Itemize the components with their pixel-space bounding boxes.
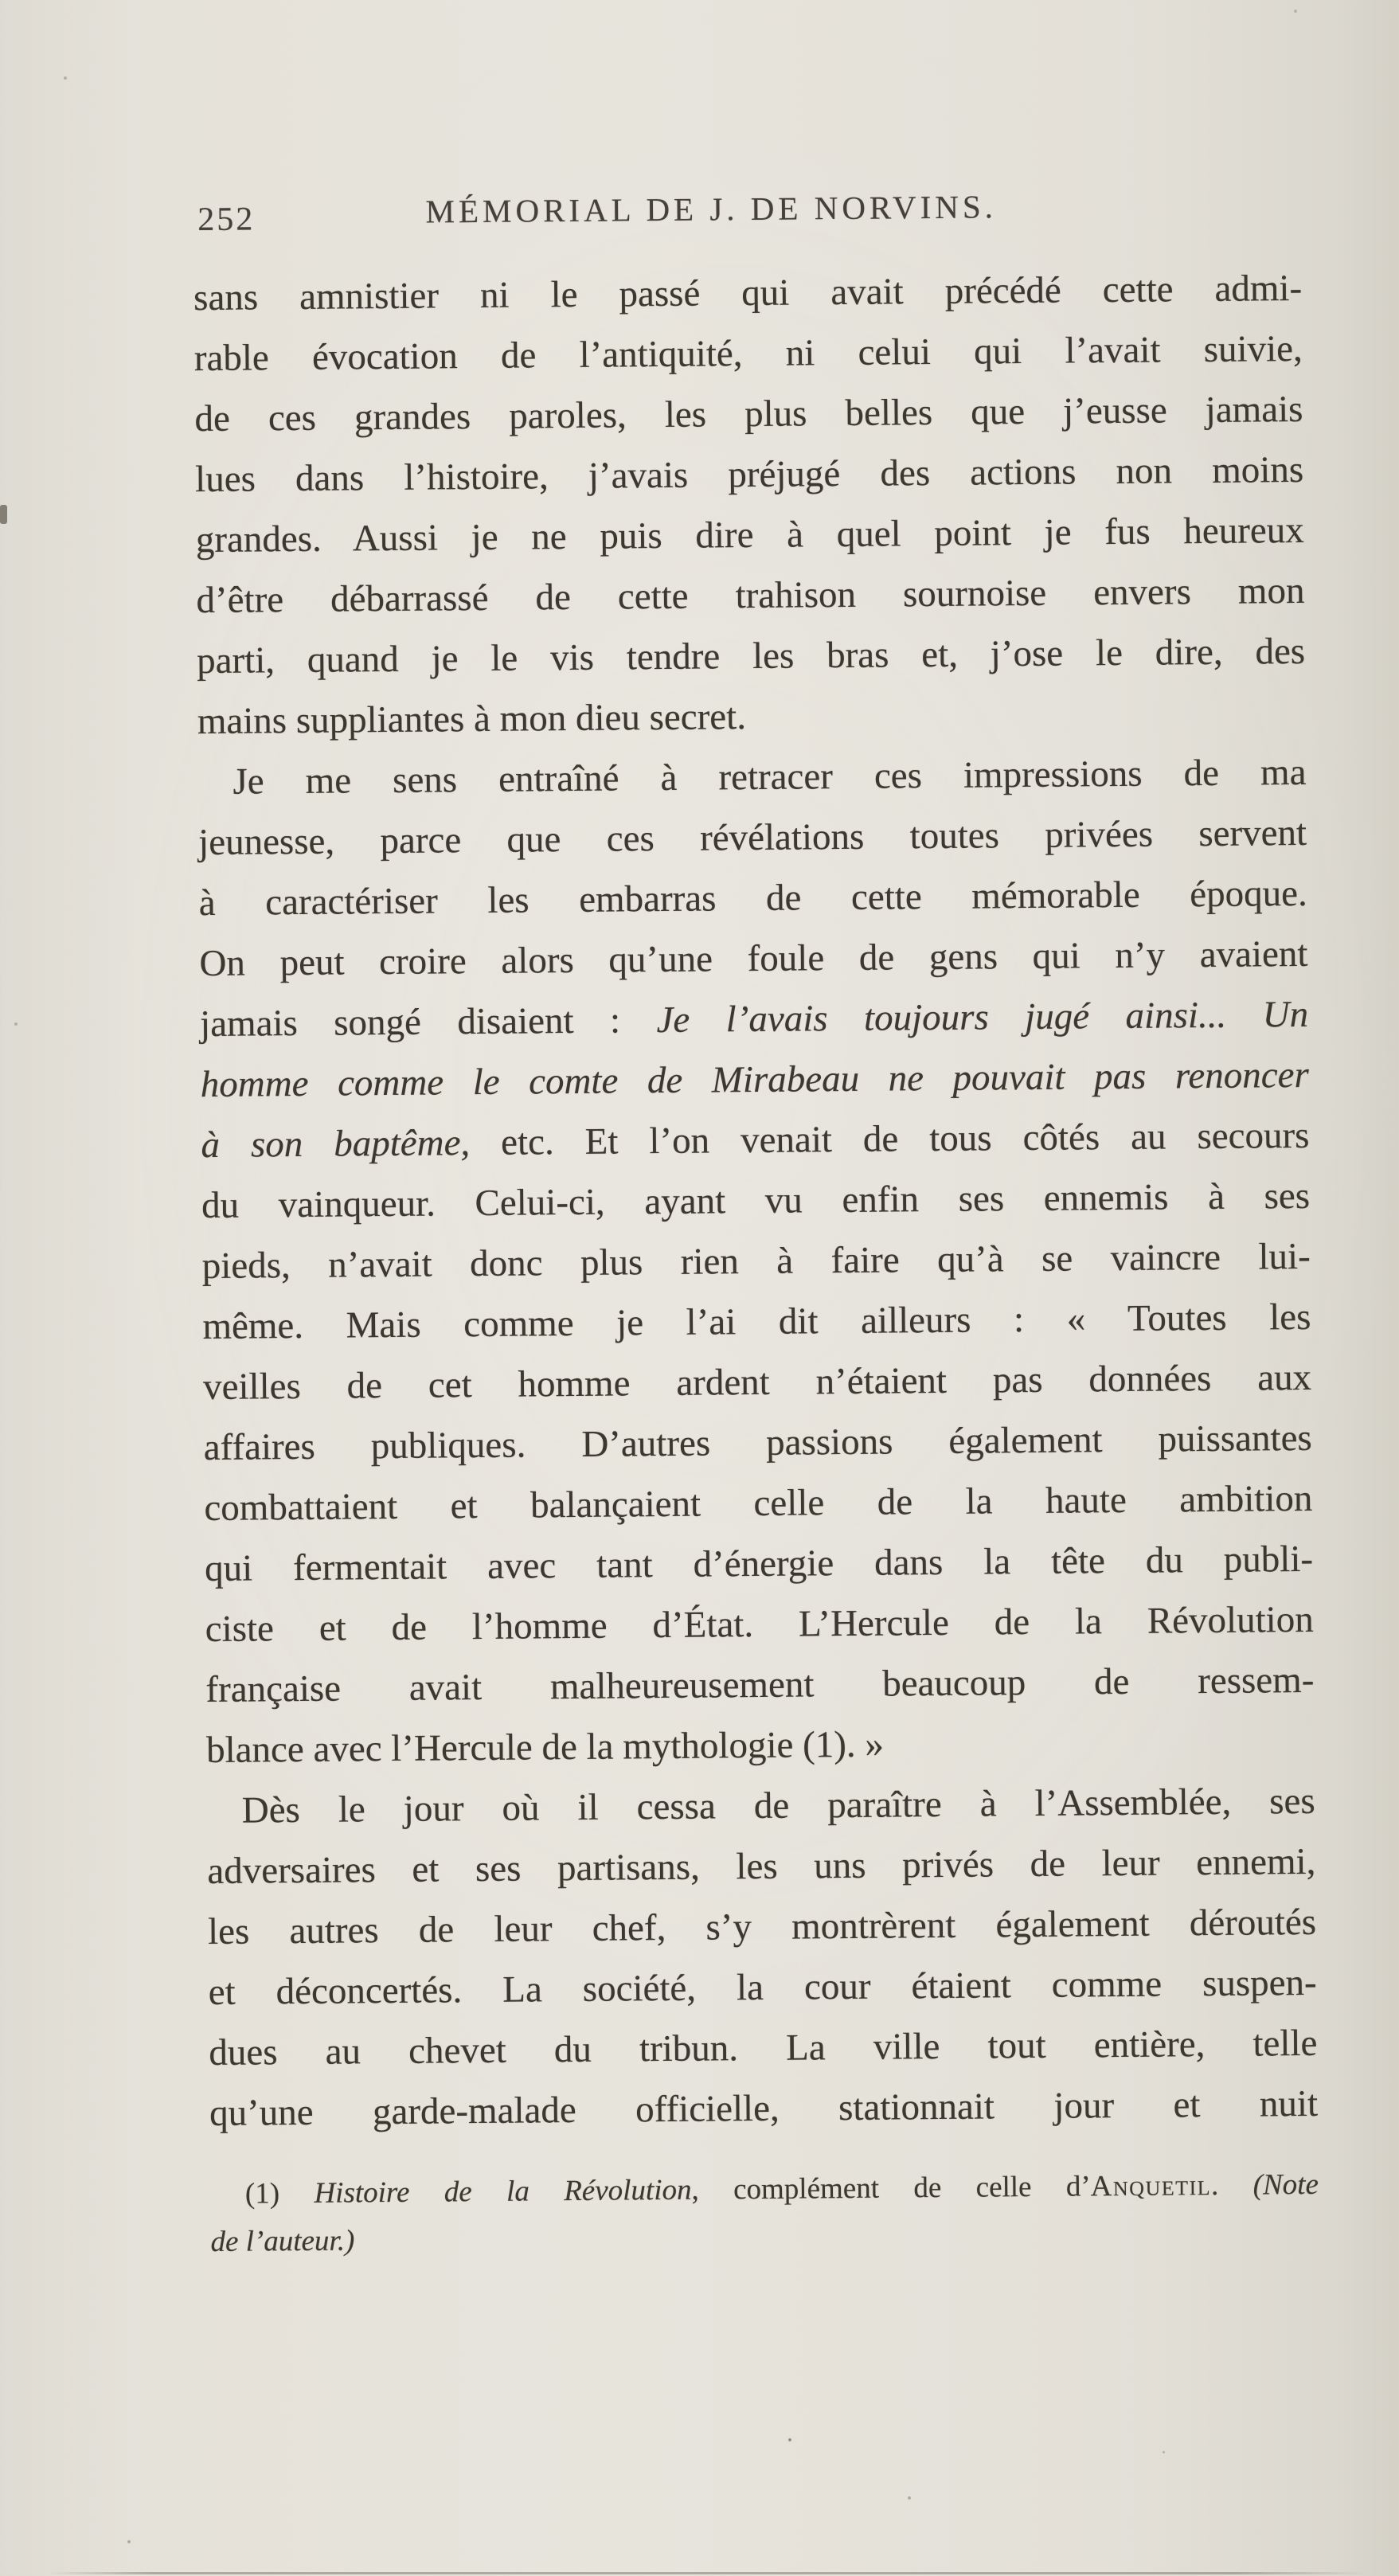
scan-speck — [14, 1022, 18, 1026]
text-segment: affaires publiques. D’autres passions également puissantes — [203, 1417, 1312, 1469]
italic-text: de l’auteur.) — [210, 2224, 355, 2259]
text-line — [203, 1347, 1312, 1417]
text-line — [193, 258, 1303, 328]
text-segment: et déconcertés. La société, la cour étaient comme suspen- — [208, 1961, 1317, 2014]
text-segment: de ces grandes paroles, les plus belles que j’eusse jamais — [194, 388, 1303, 440]
text-line — [203, 1408, 1312, 1478]
page-number: 252 — [197, 201, 256, 239]
page-header — [193, 185, 1302, 245]
smallcaps-text: Anquetil — [1090, 2169, 1212, 2203]
text-segment: qu’une garde-malade officielle, stationnait jour et nuit — [209, 2082, 1319, 2135]
text-line — [208, 1892, 1317, 1962]
text-line — [209, 2074, 1319, 2144]
text-line — [197, 682, 1306, 752]
text-line — [201, 1105, 1310, 1175]
text-segment: parti, quand je le vis tendre les bras et, j’ose le dire, des — [196, 630, 1306, 682]
text-segment: ciste et de l’homme d’État. L’Hercule de la Révolution — [205, 1598, 1314, 1651]
text-line — [209, 2013, 1318, 2083]
scan-speck — [908, 2496, 911, 2500]
text-segment: veilles de cet homme ardent n’étaient pas données aux — [202, 1356, 1312, 1409]
text-segment: mains suppliantes à mon dieu secret. — [197, 696, 747, 743]
italic-text: homme comme le comte de Mirabeau ne pouvait pas renoncer — [200, 1053, 1309, 1106]
italic-text: Je l’avais toujours jugé ainsi... Un — [656, 993, 1309, 1042]
text-line — [201, 1166, 1311, 1236]
text-line — [205, 1589, 1314, 1659]
text-line — [197, 621, 1306, 691]
text-line — [205, 1529, 1314, 1599]
text-segment: même. Mais comme je l’ai dit ailleurs : « Toutes les — [202, 1296, 1311, 1348]
text-line — [202, 1287, 1311, 1357]
footnote — [210, 2161, 1319, 2266]
italic-text: (Note — [1252, 2168, 1319, 2202]
text-segment: lues dans l’histoire, j’avais préjugé des actions non moins — [194, 448, 1304, 501]
text-segment: du vainqueur. Celui-ci, ayant vu enfin ses ennemis à ses — [201, 1175, 1311, 1227]
italic-text: Histoire de la Révolution — [314, 2173, 692, 2210]
text-segment: française avait malheureusement beaucoup de ressem- — [205, 1659, 1315, 1711]
text-line — [196, 561, 1305, 631]
text-segment: Dès le jour où il cessa de paraître à l’Assemblée, ses — [241, 1780, 1315, 1831]
text-segment: d’être débarrassé de cette trahison sournoise envers mon — [196, 569, 1305, 622]
text-line — [197, 742, 1307, 812]
text-line — [195, 500, 1304, 570]
footnote-line — [210, 2209, 1319, 2266]
text-line — [204, 1468, 1313, 1538]
text-segment: , complément de celle d’ — [691, 2170, 1091, 2207]
text-segment: adversaires et ses partisans, les uns privés de leur ennemi, — [207, 1840, 1316, 1893]
text-line — [199, 924, 1308, 994]
text-line — [198, 803, 1307, 873]
running-title: MÉMORIAL DE J. DE NORVINS. — [425, 188, 998, 230]
text-line — [206, 1771, 1315, 1841]
scan-speck — [0, 505, 7, 524]
footnote-line — [210, 2161, 1319, 2218]
text-segment: dues au chevet du tribun. La ville tout entière, telle — [209, 2022, 1318, 2074]
text-line — [198, 863, 1307, 933]
text-line — [205, 1650, 1315, 1720]
scan-speck — [64, 76, 67, 80]
text-line — [200, 1045, 1309, 1115]
text-segment: Je me sens entraîné à retracer ces impressions de ma — [233, 751, 1307, 803]
text-line — [194, 319, 1303, 389]
italic-text: à son baptême, — [201, 1122, 471, 1167]
text-segment: rable évocation de l’antiquité, ni celui qui l’avait suivie, — [193, 327, 1303, 380]
text-segment: On peut croire alors qu’une foule de gens qui n’y avaient — [199, 932, 1308, 985]
text-segment: jeunesse, parce que ces révélations toutes privées servent — [197, 811, 1307, 864]
text-line — [207, 1831, 1316, 1902]
text-segment: grandes. Aussi je ne puis dire à quel point je fus heureux — [195, 509, 1305, 561]
text-segment: qui fermentait avec tant d’énergie dans la tête du publi- — [204, 1538, 1314, 1590]
text-segment: blance avec l’Hercule de la mythologie (1). » — [205, 1723, 885, 1772]
text-segment: à caractériser les embarras de cette mémorable époque. — [198, 872, 1307, 924]
text-segment: sans amnistier ni le passé qui avait précédé cette admi- — [193, 267, 1303, 319]
text-segment: combattaient et balançaient celle de la haute ambition — [204, 1477, 1313, 1530]
text-segment: pieds, n’avait donc plus rien à faire qu’à se vaincre lui- — [201, 1235, 1311, 1288]
scan-speck — [1294, 10, 1297, 13]
text-line — [195, 440, 1304, 510]
text-segment: jamais songé disaient : — [199, 999, 657, 1046]
body-text — [193, 258, 1319, 2144]
text-line — [194, 379, 1303, 449]
scan-speck — [1163, 2451, 1165, 2453]
text-segment: . — [1210, 2168, 1253, 2203]
text-line — [200, 984, 1309, 1054]
scan-speck — [127, 2540, 131, 2543]
text-segment: les autres de leur chef, s’y montrèrent également déroutés — [207, 1901, 1317, 1953]
text-line — [208, 1953, 1317, 2023]
scan-speck — [788, 2438, 791, 2441]
text-segment: (1) — [244, 2176, 315, 2211]
text-line — [201, 1226, 1311, 1296]
text-line — [206, 1710, 1315, 1781]
text-segment: etc. Et l’on venait de tous côtés au secours — [469, 1114, 1310, 1164]
